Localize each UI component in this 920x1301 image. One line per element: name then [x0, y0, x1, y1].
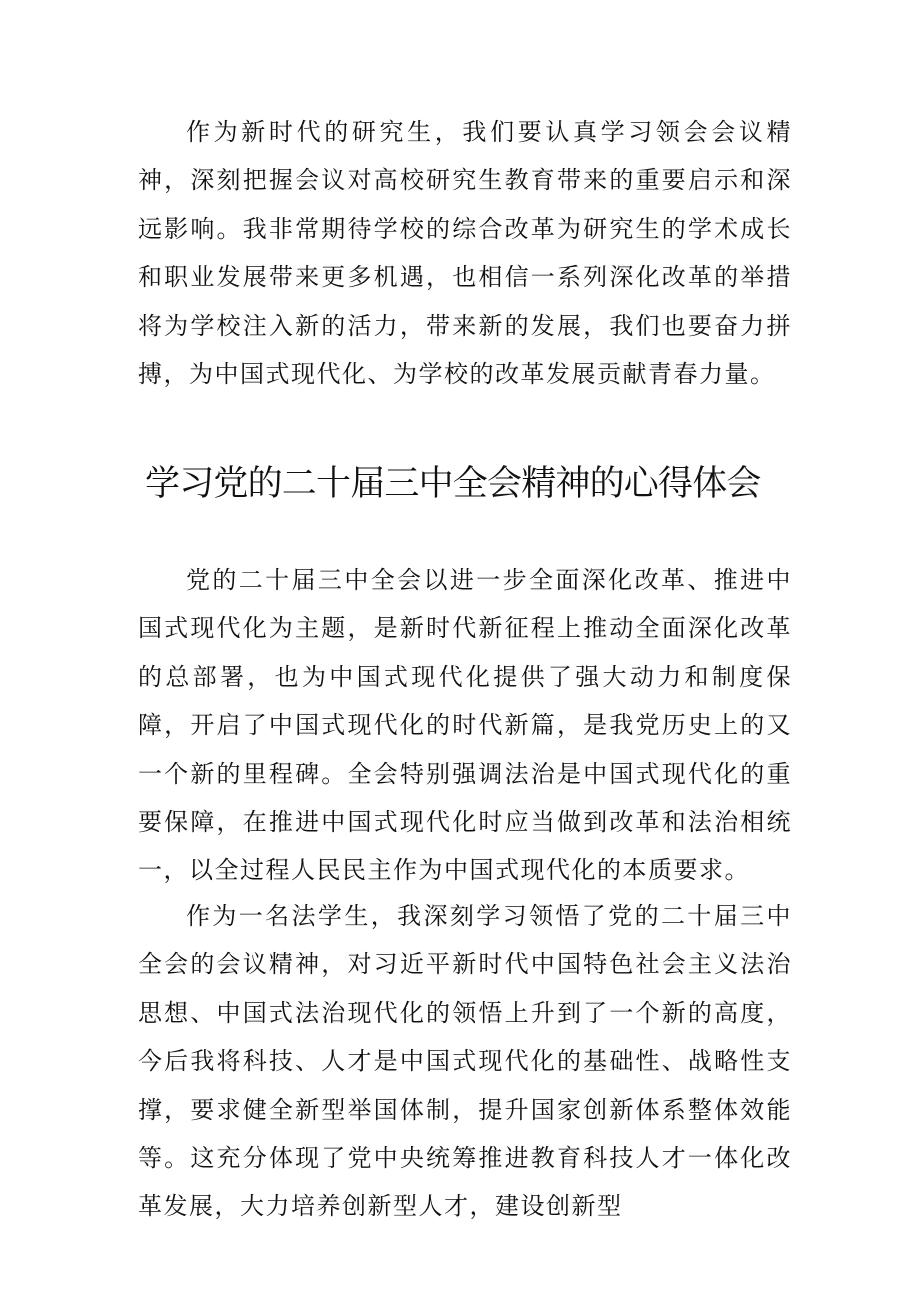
body-paragraph-1: 作为新时代的研究生，我们要认真学习领会会议精神，深刻把握会议对高校研究生教育带来的重要启示和深远影响。我非常期待学校的综合改革为研究生的学术成长和职业发展带来更多机遇，也相信一系列深化改革的举措将为学校注入新的活力，带来新的发展，我们也要奋力拼搏，为中国式现代化、为学校的改革发展贡献青春力量。	[138, 118, 792, 389]
section-heading: 学习党的二十届三中全会精神的心得体会	[145, 464, 761, 504]
body-paragraph-2: 党的二十届三中全会以进一步全面深化改革、推进中国式现代化为主题，是新时代新征程上推动全面深化改革的总部署，也为中国式现代化提供了强大动力和制度保障，开启了中国式现代化的时代新篇，是我党历史上的又一个新的里程碑。全会特别强调法治是中国式现代化的重要保障，在推进中国式现代化时应当做到改革和法治相统一，以全过程人民民主作为中国式现代化的本质要求。	[138, 566, 792, 885]
body-paragraph-3: 作为一名法学生，我深刻学习领悟了党的二十届三中全会的会议精神，对习近平新时代中国特色社会主义法治思想、中国式法治现代化的领悟上升到了一个新的高度，今后我将科技、人才是中国式现代化的基础性、战略性支撑，要求健全新型举国体制，提升国家创新体系整体效能等。这充分体现了党中央统筹推进教育科技人才一体化改革发展，大力培养创新型人才，建设创新型	[138, 902, 792, 1221]
